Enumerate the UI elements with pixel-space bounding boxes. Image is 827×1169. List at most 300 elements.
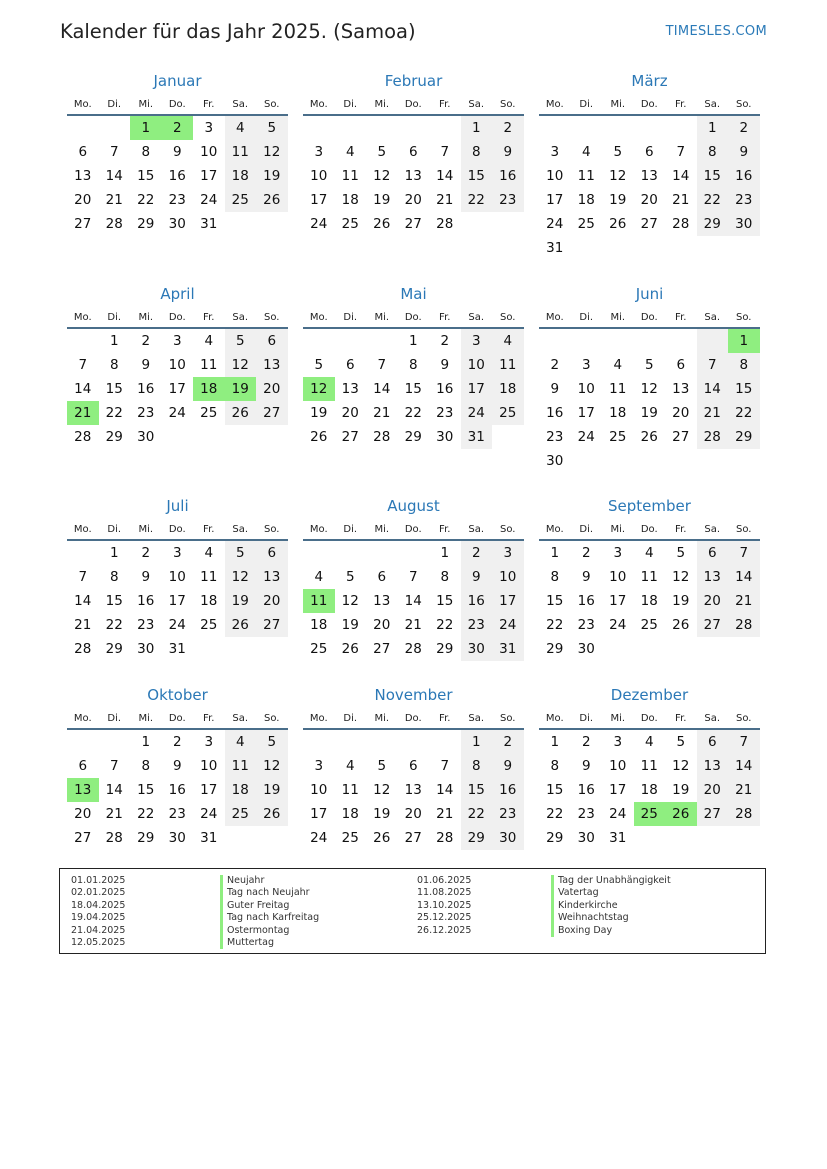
day-cell: 5 [256,116,288,140]
day-cell: 23 [577,806,595,822]
weekday-label: So. [264,312,280,323]
weekday-label: Fr. [203,713,215,724]
day-cell: 1 [440,545,450,561]
day-cell: 10 [200,758,218,774]
empty-cell [335,116,367,140]
day-cell: 15 [105,381,123,397]
empty-cell [634,637,666,661]
weekday-label: Fr. [439,99,451,110]
weekday-label: So. [264,524,280,535]
day-cell: 16 [577,782,595,798]
day-cell: 13 [404,782,422,798]
month-8 [539,497,760,661]
weekday-label: Di. [579,713,594,724]
weekday-label: So. [264,99,280,110]
day-cell: 30 [577,830,595,846]
day-cell: 31 [609,830,627,846]
month-title: März [631,72,668,90]
weekday-label: So. [500,312,516,323]
day-cell: 7 [78,569,88,585]
day-cell: 3 [314,758,324,774]
weekday-label: Mo. [73,713,92,724]
month-3 [67,285,288,449]
month-5 [539,285,760,473]
day-cell: 1 [697,116,729,140]
empty-cell [398,541,430,565]
day-cell: 9 [581,758,591,774]
weekday-label: So. [264,713,280,724]
legend-holiday-name: Neujahr [220,875,319,887]
day-cell: 15 [137,782,155,798]
day-cell: 30 [168,830,186,846]
legend-holiday-name: Vatertag [551,887,671,899]
day-cell: 8 [141,144,151,160]
day-cell: 24 [200,806,218,822]
day-cell: 7 [78,357,88,373]
day-cell: 6 [377,569,387,585]
day-cell: 25 [341,216,359,232]
day-cell: 22 [461,802,493,826]
empty-cell [602,236,634,260]
legend-date: 01.01.2025 [71,875,126,886]
legend-holiday-name: Weihnachtstag [551,912,671,924]
day-cell: 18 [310,617,328,633]
day-cell: 26 [341,641,359,657]
day-cell: 2 [550,357,560,373]
empty-cell [728,449,760,473]
day-cell: 8 [550,569,560,585]
day-cell: 20 [404,806,422,822]
weekday-label: Mi. [374,312,390,323]
day-cell: 19 [256,778,288,802]
day-cell: 23 [436,405,454,421]
day-cell: 16 [577,593,595,609]
day-cell: 1 [461,730,493,754]
day-cell: 11 [303,589,335,613]
weekday-label: Di. [343,524,358,535]
weekday-label: Sa. [232,312,249,323]
day-grid [539,541,760,661]
weekday-header [303,712,524,730]
legend-date: 25.12.2025 [417,912,472,924]
day-cell: 17 [546,192,564,208]
day-cell: 28 [105,216,123,232]
day-cell: 12 [373,782,391,798]
month-7 [303,497,524,661]
weekday-label: Sa. [468,713,485,724]
day-cell: 21 [404,617,422,633]
day-cell: 13 [74,168,92,184]
day-cell: 10 [609,569,627,585]
day-cell: 3 [172,545,182,561]
day-cell: 30 [492,826,524,850]
day-cell: 19 [672,782,690,798]
day-cell: 24 [200,192,218,208]
day-cell: 4 [492,329,524,353]
day-cell: 27 [640,216,658,232]
day-cell: 24 [168,405,186,421]
day-cell: 9 [492,754,524,778]
day-grid [303,730,524,850]
day-cell: 1 [408,333,418,349]
weekday-label: Sa. [468,524,485,535]
day-cell: 27 [256,613,288,637]
day-cell: 30 [137,429,155,445]
empty-cell [335,541,367,565]
day-cell: 2 [581,545,591,561]
day-cell: 1 [461,116,493,140]
weekday-label: Fr. [675,713,687,724]
day-cell: 5 [676,734,686,750]
day-grid [303,541,524,661]
day-cell: 17 [200,782,218,798]
day-cell: 24 [492,613,524,637]
day-cell: 23 [168,192,186,208]
day-cell: 22 [404,405,422,421]
day-cell: 19 [640,405,658,421]
weekday-label: Mi. [610,713,626,724]
day-cell: 3 [461,329,493,353]
day-cell: 21 [74,617,92,633]
day-cell: 7 [408,569,418,585]
day-cell: 5 [676,545,686,561]
weekday-label: Do. [168,713,186,724]
empty-cell [665,116,697,140]
day-cell: 10 [200,144,218,160]
day-cell: 23 [546,429,564,445]
legend-holiday-name: Guter Freitag [220,900,319,912]
day-cell: 18 [577,192,595,208]
day-grid [303,329,524,449]
day-cell: 14 [105,782,123,798]
empty-cell [665,329,697,353]
day-cell: 14 [74,593,92,609]
day-cell: 22 [105,405,123,421]
weekday-header [303,311,524,329]
day-cell: 21 [105,192,123,208]
day-cell: 26 [225,613,257,637]
day-cell: 3 [492,541,524,565]
day-cell: 24 [609,617,627,633]
empty-cell [303,116,335,140]
day-cell: 6 [697,730,729,754]
day-cell: 14 [373,381,391,397]
day-cell: 24 [577,429,595,445]
month-title: Januar [153,72,202,90]
weekday-label: Fr. [439,312,451,323]
day-cell: 7 [440,144,450,160]
day-cell: 3 [172,333,182,349]
empty-cell [303,730,335,754]
day-cell: 7 [697,353,729,377]
day-cell: 11 [341,782,359,798]
weekday-label: Di. [579,524,594,535]
month-2 [539,72,760,260]
weekday-label: Fr. [439,713,451,724]
day-cell: 12 [303,377,335,401]
day-cell: 4 [225,730,257,754]
weekday-label: Mo. [545,524,564,535]
empty-cell [492,212,524,236]
day-cell: 2 [141,545,151,561]
day-cell: 16 [546,405,564,421]
day-cell: 28 [404,641,422,657]
day-cell: 17 [609,782,627,798]
weekday-label: Mo. [545,99,564,110]
day-cell: 30 [137,641,155,657]
empty-cell [67,116,99,140]
day-cell: 11 [225,140,257,164]
empty-cell [256,637,288,661]
day-cell: 9 [172,144,182,160]
empty-cell [634,116,666,140]
day-cell: 4 [613,357,623,373]
day-cell: 23 [577,617,595,633]
day-cell: 29 [728,425,760,449]
day-cell: 18 [492,377,524,401]
day-cell: 15 [105,593,123,609]
day-cell: 27 [404,830,422,846]
day-cell: 4 [644,734,654,750]
day-cell: 4 [581,144,591,160]
weekday-label: Mo. [73,99,92,110]
day-cell: 22 [728,401,760,425]
day-cell: 28 [672,216,690,232]
day-cell: 27 [74,830,92,846]
day-cell: 9 [728,140,760,164]
day-cell: 17 [310,192,328,208]
weekday-label: Sa. [704,99,721,110]
day-cell: 10 [168,357,186,373]
month-title: Juni [635,285,664,303]
weekday-label: Fr. [203,99,215,110]
day-cell: 9 [172,758,182,774]
weekday-label: Sa. [704,312,721,323]
day-cell: 15 [546,782,564,798]
day-cell: 30 [577,641,595,657]
day-cell: 7 [440,758,450,774]
weekday-label: Do. [404,524,422,535]
day-cell: 23 [461,613,493,637]
day-cell: 12 [256,140,288,164]
day-cell: 14 [728,754,760,778]
empty-cell [225,212,257,236]
day-cell: 4 [204,333,214,349]
day-cell: 22 [461,188,493,212]
day-cell: 12 [609,168,627,184]
day-cell: 27 [256,401,288,425]
day-cell: 15 [137,168,155,184]
weekday-label: Sa. [704,713,721,724]
day-cell: 21 [436,806,454,822]
day-cell: 27 [697,802,729,826]
weekday-label: Di. [579,312,594,323]
day-cell: 6 [408,758,418,774]
weekday-label: Do. [168,524,186,535]
weekday-label: Fr. [439,524,451,535]
day-cell: 14 [105,168,123,184]
day-cell: 21 [697,401,729,425]
weekday-label: Mi. [374,99,390,110]
day-cell: 3 [204,120,214,136]
legend-date: 19.04.2025 [71,912,126,924]
day-cell: 11 [640,569,658,585]
day-cell: 19 [672,593,690,609]
month-title: Oktober [147,686,208,704]
day-cell: 9 [141,569,151,585]
day-cell: 17 [461,377,493,401]
day-cell: 27 [404,216,422,232]
day-cell: 19 [341,617,359,633]
empty-cell [398,730,430,754]
month-4 [303,285,524,449]
month-9 [67,686,288,850]
day-cell: 8 [461,140,493,164]
day-cell: 28 [436,216,454,232]
weekday-label: So. [500,524,516,535]
weekday-label: Di. [107,713,122,724]
day-cell: 12 [672,569,690,585]
day-cell: 23 [168,806,186,822]
day-cell: 23 [137,617,155,633]
weekday-label: Mo. [309,312,328,323]
day-cell: 24 [546,216,564,232]
day-cell: 21 [67,401,99,425]
day-cell: 26 [640,429,658,445]
day-cell: 3 [314,144,324,160]
day-cell: 12 [256,754,288,778]
day-cell: 8 [109,569,119,585]
weekday-header [539,523,760,541]
day-cell: 6 [408,144,418,160]
day-cell: 2 [172,734,182,750]
day-cell: 13 [697,754,729,778]
day-cell: 28 [373,429,391,445]
month-title: Februar [384,72,443,90]
weekday-header [539,98,760,116]
empty-cell [602,329,634,353]
weekday-header [303,98,524,116]
day-cell: 8 [109,357,119,373]
empty-cell [366,329,398,353]
day-cell: 2 [440,333,450,349]
weekday-label: Di. [579,99,594,110]
month-title: Juli [166,497,189,515]
day-cell: 8 [697,140,729,164]
day-cell: 20 [256,377,288,401]
day-cell: 9 [461,565,493,589]
day-cell: 18 [609,405,627,421]
day-cell: 29 [546,830,564,846]
empty-cell [697,637,729,661]
weekday-label: Do. [640,99,658,110]
day-cell: 31 [168,641,186,657]
site-link[interactable]: TIMESLES.COM [665,24,767,39]
empty-cell [67,329,99,353]
day-cell: 13 [373,593,391,609]
day-cell: 3 [581,357,591,373]
empty-cell [193,425,225,449]
day-cell: 22 [137,192,155,208]
weekday-label: Fr. [675,99,687,110]
month-title: Mai [400,285,427,303]
day-cell: 16 [137,593,155,609]
weekday-label: Mi. [138,713,154,724]
month-title: November [374,686,453,704]
weekday-label: Do. [168,99,186,110]
day-cell: 25 [225,802,257,826]
day-cell: 1 [550,545,560,561]
day-cell: 26 [672,617,690,633]
day-cell: 2 [581,734,591,750]
day-cell: 19 [310,405,328,421]
weekday-header [303,523,524,541]
empty-cell [225,637,257,661]
empty-cell [571,329,603,353]
day-cell: 16 [168,782,186,798]
empty-cell [634,826,666,850]
day-cell: 5 [225,329,257,353]
weekday-label: Sa. [704,524,721,535]
weekday-header [67,311,288,329]
weekday-label: So. [500,99,516,110]
day-cell: 11 [225,754,257,778]
page-title: Kalender für das Jahr 2025. (Samoa) [60,20,416,43]
day-grid [539,329,760,473]
day-cell: 18 [193,377,225,401]
day-grid [67,116,288,236]
legend-holiday-name: Ostermontag [220,925,319,937]
empty-cell [665,449,697,473]
empty-cell [303,541,335,565]
weekday-label: Mo. [545,713,564,724]
weekday-header [67,523,288,541]
holiday-legend [59,868,766,954]
month-11 [539,686,760,850]
day-cell: 5 [377,144,387,160]
day-cell: 15 [728,377,760,401]
day-cell: 28 [728,802,760,826]
day-cell: 13 [67,778,99,802]
day-cell: 20 [697,589,729,613]
day-cell: 23 [492,188,524,212]
weekday-label: So. [736,312,752,323]
day-cell: 10 [168,569,186,585]
legend-holiday-name: Tag nach Neujahr [220,887,319,899]
day-cell: 30 [461,637,493,661]
day-cell: 23 [492,802,524,826]
day-cell: 16 [461,589,493,613]
day-cell: 24 [609,806,627,822]
weekday-label: Do. [404,312,422,323]
day-cell: 25 [634,802,666,826]
legend-right-names [551,875,671,937]
weekday-label: Mi. [138,312,154,323]
day-cell: 7 [728,541,760,565]
day-cell: 1 [130,116,162,140]
day-cell: 11 [577,168,595,184]
empty-cell [398,116,430,140]
day-cell: 23 [137,405,155,421]
empty-cell [366,730,398,754]
legend-date: 12.05.2025 [71,936,126,948]
day-cell: 5 [225,541,257,565]
day-cell: 17 [492,589,524,613]
day-cell: 13 [404,168,422,184]
day-cell: 18 [200,593,218,609]
weekday-header [539,311,760,329]
weekday-header [539,712,760,730]
